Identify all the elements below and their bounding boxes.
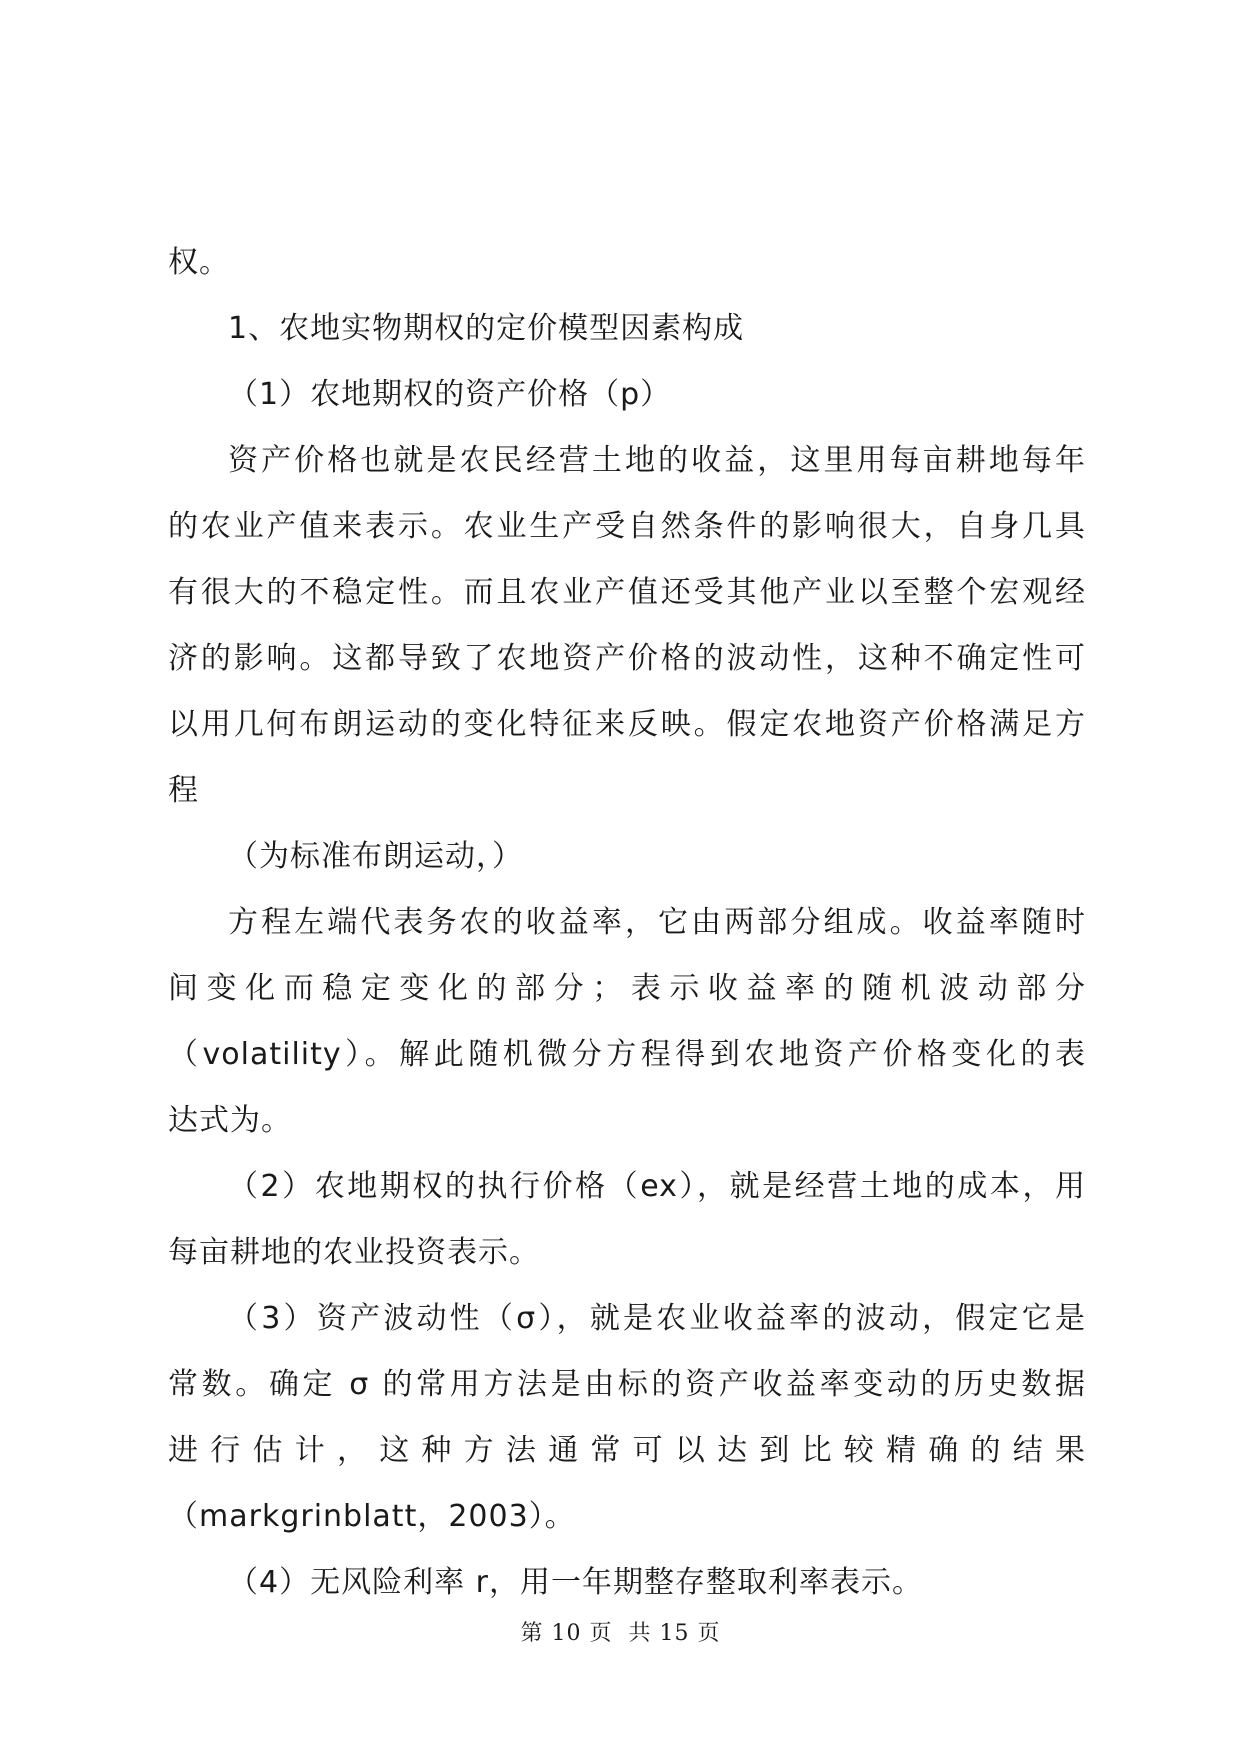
subsection-heading: （1）农地期权的资产价格（p） (228, 377, 672, 412)
paragraph-line: （3）资产波动性（σ），就是农业收益率的波动，假定它是 (228, 1301, 1086, 1336)
paragraph-line: 常数。确定 σ 的常用方法是由标的资产收益率变动的历史数据 (168, 1367, 1086, 1402)
paragraph-line: 进行估计，这种方法通常可以达到比较精确的结果 (168, 1433, 1086, 1468)
paragraph-line: 每亩耕地的农业投资表示。 (168, 1235, 540, 1270)
paragraph-line: 方程左端代表务农的收益率，它由两部分组成。收益率随时 (228, 905, 1086, 940)
page-footer (0, 1619, 1241, 1649)
paragraph-line: 有很大的不稳定性。而且农业产值还受其他产业以至整个宏观经 (168, 575, 1086, 610)
paragraph-line: 程 (168, 773, 199, 808)
paragraph-line: （4）无风险利率 r，用一年期整存整取利率表示。 (228, 1565, 923, 1600)
page-number-label: 第 10 页 共 15 页 (520, 1621, 721, 1646)
paragraph-line: （markgrinblatt，2003）。 (168, 1499, 576, 1534)
paragraph-line: 的农业产值来表示。农业生产受自然条件的影响很大，自身几具 (168, 509, 1086, 544)
paragraph-line: 以用几何布朗运动的变化特征来反映。假定农地资产价格满足方 (168, 707, 1086, 742)
paragraph-line: （volatility）。解此随机微分方程得到农地资产价格变化的表 (168, 1037, 1086, 1072)
paragraph-line: 资产价格也就是农民经营土地的收益，这里用每亩耕地每年 (228, 443, 1086, 478)
paragraph-line: （为标准布朗运动，） (228, 839, 523, 874)
document-body (168, 230, 1086, 1616)
paragraph-line: 间变化而稳定变化的部分；表示收益率的随机波动部分 (168, 971, 1086, 1006)
paragraph-line: 济的影响。这都导致了农地资产价格的波动性，这种不确定性可 (168, 641, 1086, 676)
text-line: 权。 (168, 245, 230, 280)
section-heading: 1、农地实物期权的定价模型因素构成 (228, 311, 745, 346)
paragraph-line: （2）农地期权的执行价格（ex），就是经营土地的成本，用 (228, 1169, 1086, 1204)
paragraph-line: 达式为。 (168, 1103, 292, 1138)
